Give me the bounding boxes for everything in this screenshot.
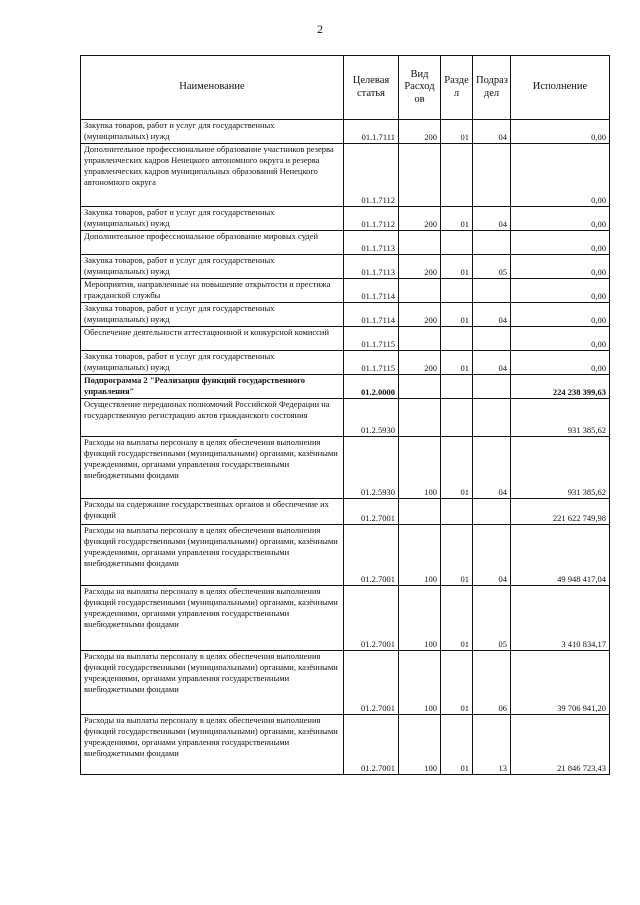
row-execution: 21 846 723,43 [511, 715, 610, 775]
row-expense-type [399, 499, 441, 525]
row-execution: 0,00 [511, 303, 610, 327]
row-expense-type: 200 [399, 207, 441, 231]
table-header-row [81, 56, 610, 120]
row-name: Расходы на выплаты персоналу в целях обеспечения выполнения функций государственными (муниципальными) органами, казёнными учреждениями, органами управления государственными внебюджетными фондами [81, 437, 344, 499]
row-section [441, 231, 473, 255]
table-row [81, 375, 610, 399]
row-target-article: 01.1.7113 [344, 231, 399, 255]
row-subsection [473, 144, 511, 207]
row-subsection [473, 279, 511, 303]
header-target-article: Целевая статья [344, 56, 399, 120]
table-row [81, 715, 610, 775]
table-row [81, 231, 610, 255]
header-name: Наименование [81, 56, 344, 120]
row-subsection [473, 399, 511, 437]
header-expense-type: Вид Расход ов [399, 56, 441, 120]
row-section [441, 279, 473, 303]
table-row [81, 120, 610, 144]
row-execution: 0,00 [511, 279, 610, 303]
table-row [81, 327, 610, 351]
row-section: 01 [441, 651, 473, 715]
row-name: Закупка товаров, работ и услуг для государственных (муниципальных) нужд [81, 120, 344, 144]
row-subsection: 05 [473, 255, 511, 279]
row-expense-type: 200 [399, 120, 441, 144]
row-section [441, 327, 473, 351]
row-expense-type: 100 [399, 651, 441, 715]
table-row [81, 399, 610, 437]
row-expense-type [399, 279, 441, 303]
row-subsection [473, 375, 511, 399]
header-section: Разде л [441, 56, 473, 120]
row-expense-type [399, 375, 441, 399]
row-section: 01 [441, 120, 473, 144]
table-row [81, 207, 610, 231]
table-row [81, 144, 610, 207]
row-name: Мероприятия, направленные на повышение открытости и престижа гражданской службы [81, 279, 344, 303]
row-expense-type: 200 [399, 351, 441, 375]
header-execution: Исполнение [511, 56, 610, 120]
row-target-article: 01.1.7113 [344, 255, 399, 279]
row-expense-type: 100 [399, 437, 441, 499]
row-name: Расходы на содержание государственных органов и обеспечение их функций [81, 499, 344, 525]
row-target-article: 01.1.7112 [344, 207, 399, 231]
row-execution: 931 385,62 [511, 399, 610, 437]
row-name: Дополнительное профессиональное образование мировых судей [81, 231, 344, 255]
row-name: Дополнительное профессиональное образование участников резерва управленческих кадров Ненецкого автономного округа и резерва управленческих кадров муниципальных образований Ненецкого автономного округа [81, 144, 344, 207]
row-subsection: 04 [473, 351, 511, 375]
row-subsection [473, 327, 511, 351]
row-target-article: 01.1.7114 [344, 279, 399, 303]
row-target-article: 01.2.0000 [344, 375, 399, 399]
row-name: Закупка товаров, работ и услуг для государственных (муниципальных) нужд [81, 207, 344, 231]
row-execution: 49 948 417,04 [511, 525, 610, 586]
row-expense-type [399, 327, 441, 351]
row-name: Расходы на выплаты персоналу в целях обеспечения выполнения функций государственными (муниципальными) органами, казёнными учреждениями, органами управления государственными внебюджетными фондами [81, 715, 344, 775]
row-subsection [473, 231, 511, 255]
page-number: 2 [317, 22, 323, 36]
row-execution: 0,00 [511, 231, 610, 255]
row-section [441, 375, 473, 399]
budget-table [80, 55, 610, 775]
row-section: 01 [441, 255, 473, 279]
row-execution: 3 410 834,17 [511, 586, 610, 651]
row-execution: 0,00 [511, 120, 610, 144]
row-expense-type: 200 [399, 255, 441, 279]
row-name: Расходы на выплаты персоналу в целях обеспечения выполнения функций государственными (муниципальными) органами, казёнными учреждениями, органами управления государственными внебюджетными фондами [81, 525, 344, 586]
row-expense-type: 100 [399, 525, 441, 586]
row-target-article: 01.2.7001 [344, 499, 399, 525]
table-row [81, 437, 610, 499]
row-execution: 0,00 [511, 207, 610, 231]
row-section: 01 [441, 207, 473, 231]
row-execution: 931 385,62 [511, 437, 610, 499]
row-name: Закупка товаров, работ и услуг для государственных (муниципальных) нужд [81, 303, 344, 327]
row-execution: 0,00 [511, 327, 610, 351]
row-section: 01 [441, 715, 473, 775]
row-target-article: 01.2.7001 [344, 586, 399, 651]
row-section [441, 144, 473, 207]
row-section: 01 [441, 303, 473, 327]
row-expense-type [399, 399, 441, 437]
row-name: Расходы на выплаты персоналу в целях обеспечения выполнения функций государственными (муниципальными) органами, казёнными учреждениями, органами управления государственными внебюджетными фондами [81, 586, 344, 651]
row-subsection: 06 [473, 651, 511, 715]
row-section [441, 499, 473, 525]
row-execution: 0,00 [511, 255, 610, 279]
row-expense-type [399, 144, 441, 207]
row-target-article: 01.2.5930 [344, 437, 399, 499]
row-target-article: 01.1.7112 [344, 144, 399, 207]
table-row [81, 303, 610, 327]
table-row [81, 499, 610, 525]
row-expense-type: 100 [399, 715, 441, 775]
row-name: Подпрограмма 2 "Реализация функций государственного управления" [81, 375, 344, 399]
row-execution: 221 622 749,98 [511, 499, 610, 525]
row-name: Расходы на выплаты персоналу в целях обеспечения выполнения функций государственными (муниципальными) органами, казёнными учреждениями, органами управления государственными внебюджетными фондами [81, 651, 344, 715]
row-subsection: 05 [473, 586, 511, 651]
row-execution: 0,00 [511, 144, 610, 207]
row-execution: 224 238 399,63 [511, 375, 610, 399]
row-expense-type: 200 [399, 303, 441, 327]
table-body [81, 120, 610, 775]
row-execution: 39 706 941,20 [511, 651, 610, 715]
row-name: Закупка товаров, работ и услуг для государственных (муниципальных) нужд [81, 255, 344, 279]
row-section: 01 [441, 586, 473, 651]
row-expense-type [399, 231, 441, 255]
row-expense-type: 100 [399, 586, 441, 651]
row-target-article: 01.1.7115 [344, 327, 399, 351]
row-section: 01 [441, 525, 473, 586]
row-target-article: 01.2.5930 [344, 399, 399, 437]
row-target-article: 01.2.7001 [344, 715, 399, 775]
table-row [81, 279, 610, 303]
row-subsection: 13 [473, 715, 511, 775]
row-subsection: 04 [473, 525, 511, 586]
row-subsection [473, 499, 511, 525]
row-execution: 0,00 [511, 351, 610, 375]
row-target-article: 01.1.7115 [344, 351, 399, 375]
row-target-article: 01.1.7114 [344, 303, 399, 327]
row-subsection: 04 [473, 437, 511, 499]
row-name: Закупка товаров, работ и услуг для государственных (муниципальных) нужд [81, 351, 344, 375]
header-subsection: Подраз дел [473, 56, 511, 120]
table-row [81, 525, 610, 586]
row-subsection: 04 [473, 207, 511, 231]
table-row [81, 586, 610, 651]
row-target-article: 01.2.7001 [344, 651, 399, 715]
row-subsection: 04 [473, 120, 511, 144]
row-section [441, 399, 473, 437]
row-name: Осуществление переданных полномочий Российской Федерации на государственную регистрацию актов гражданского состояния [81, 399, 344, 437]
table-row [81, 255, 610, 279]
row-section: 01 [441, 437, 473, 499]
row-section: 01 [441, 351, 473, 375]
table-row [81, 651, 610, 715]
row-name: Обеспечение деятельности аттестационной и конкурсной комиссий [81, 327, 344, 351]
row-target-article: 01.1.7111 [344, 120, 399, 144]
row-target-article: 01.2.7001 [344, 525, 399, 586]
row-subsection: 04 [473, 303, 511, 327]
table-row [81, 351, 610, 375]
